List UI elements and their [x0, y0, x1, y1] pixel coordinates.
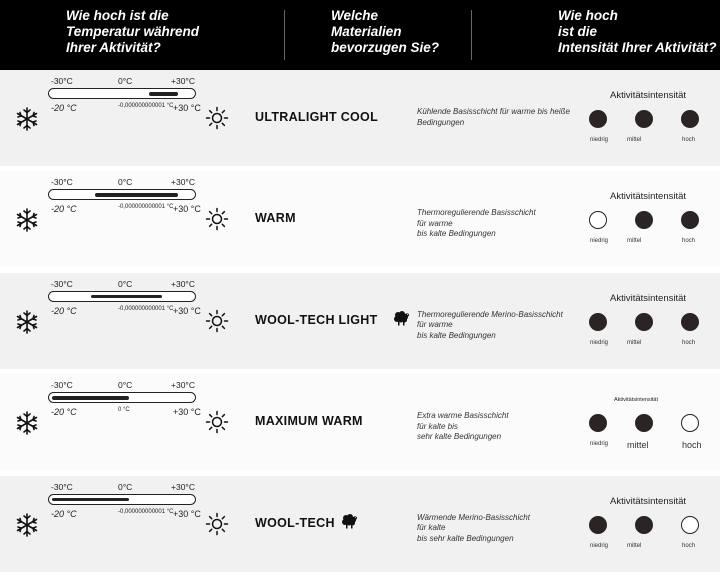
temperature-range-fill	[52, 498, 129, 502]
range-lower-label: -20 °C	[51, 407, 77, 418]
temperature-range-fill	[52, 396, 129, 400]
activity-intensity-title: Aktivitätsintensität	[610, 495, 687, 507]
activity-level-dot	[635, 110, 653, 128]
product-description: Thermoregulierende Basisschicht für warme bis kalte Bedingungen	[417, 208, 536, 239]
range-mid-label: 0 °C	[118, 407, 130, 414]
activity-level-dot	[635, 414, 653, 432]
activity-level-dot	[681, 110, 699, 128]
activity-level-dot	[681, 516, 699, 534]
temp-min-label: -30°C	[51, 380, 73, 391]
activity-level-dot	[589, 110, 607, 128]
activity-level-dot	[635, 516, 653, 534]
range-lower-label: -20 °C	[51, 305, 77, 316]
temperature-range-bar	[48, 392, 196, 403]
temp-min-label: -30°C	[51, 177, 73, 188]
activity-level-label: mittel	[627, 542, 642, 549]
activity-level-label: mittel	[627, 339, 642, 346]
snowflake-icon	[14, 410, 40, 436]
range-upper-label: +30 °C	[173, 204, 201, 215]
sun-icon	[205, 207, 229, 231]
product-row	[0, 273, 720, 369]
sun-icon	[205, 106, 229, 130]
temp-max-label: +30°C	[171, 481, 195, 492]
table-header	[0, 0, 720, 70]
activity-intensity-title: Aktivitätsintensität	[610, 90, 687, 101]
range-upper-label: +30 °C	[173, 305, 201, 316]
activity-level-dot	[635, 211, 653, 229]
header-divider	[471, 10, 472, 60]
snowflake-icon	[14, 309, 40, 335]
temp-max-label: +30°C	[171, 278, 195, 289]
range-mid-label: -0,000000000001 °C	[118, 508, 174, 515]
temperature-range-bar	[48, 88, 196, 99]
activity-level-dot	[635, 313, 653, 331]
product-row	[0, 70, 720, 166]
temp-min-label: -30°C	[51, 278, 73, 289]
temp-zero-label: 0°C	[118, 76, 133, 86]
activity-level-label: mittel	[627, 238, 642, 245]
sun-icon	[205, 309, 229, 333]
temp-zero-label: 0°C	[118, 177, 133, 188]
temperature-range-bar	[48, 494, 196, 505]
activity-level-label: mittel	[627, 440, 649, 451]
product-name: ULTRALIGHT COOL	[255, 110, 378, 124]
activity-level-label: hoch	[682, 137, 696, 143]
product-description: Extra warme Basisschicht für kalte bis sehr kalte Bedingungen	[417, 411, 509, 442]
product-row	[0, 171, 720, 267]
temperature-range-bar	[48, 291, 196, 302]
product-row	[0, 476, 720, 572]
header-temperature-question: Wie hoch ist die Temperatur während Ihrer Aktivität?	[66, 8, 200, 55]
range-mid-label: -0,000000000001 °C	[118, 305, 174, 312]
temp-zero-label: 0°C	[118, 380, 133, 391]
activity-level-dot	[589, 414, 607, 432]
activity-level-label: niedrig	[590, 542, 609, 549]
activity-intensity-title: Aktivitätsintensität	[614, 397, 659, 404]
temp-max-label: +30°C	[171, 76, 195, 86]
temp-zero-label: 0°C	[118, 481, 133, 492]
activity-level-dot	[681, 211, 699, 229]
product-description: Thermoregulierende Merino-Basisschicht für warme bis kalte Bedingungen	[417, 309, 563, 340]
product-description: Kühlende Basisschicht für warme bis heiße Bedingungen	[417, 107, 570, 127]
product-name: WARM	[255, 211, 296, 226]
merino-sheep-icon	[340, 512, 358, 530]
activity-level-label: mittel	[627, 137, 642, 143]
range-lower-label: -20 °C	[51, 204, 77, 215]
range-upper-label: +30 °C	[173, 103, 201, 113]
temp-max-label: +30°C	[171, 380, 195, 391]
temperature-range-fill	[149, 92, 178, 96]
temp-min-label: -30°C	[51, 481, 73, 492]
temperature-range-fill	[95, 193, 178, 197]
header-divider	[284, 10, 285, 60]
product-row	[0, 374, 720, 470]
header-intensity-question: Wie hoch ist die Intensität Ihrer Aktivität?	[558, 8, 717, 55]
sun-icon	[205, 410, 229, 434]
activity-level-label: niedrig	[590, 137, 609, 143]
product-name: MAXIMUM WARM	[255, 414, 363, 429]
temperature-range-fill	[91, 295, 162, 299]
snowflake-icon	[14, 207, 40, 233]
activity-level-label: niedrig	[590, 238, 609, 245]
range-mid-label: -0,000000000001 °C	[118, 103, 174, 109]
activity-level-dot	[589, 516, 607, 534]
activity-level-label: hoch	[682, 440, 702, 451]
merino-sheep-icon	[392, 309, 410, 327]
snowflake-icon	[14, 106, 40, 132]
activity-level-dot	[681, 313, 699, 331]
activity-level-label: hoch	[682, 542, 696, 549]
product-name: WOOL-TECH LIGHT	[255, 312, 378, 327]
temp-max-label: +30°C	[171, 177, 195, 188]
product-description: Wärmende Merino-Basisschicht für kalte bis sehr kalte Bedingungen	[417, 512, 530, 543]
product-name: WOOL-TECH	[255, 515, 335, 530]
activity-level-dot	[589, 313, 607, 331]
activity-level-label: hoch	[682, 238, 696, 245]
temp-min-label: -30°C	[51, 76, 73, 86]
activity-level-label: niedrig	[590, 339, 609, 346]
sun-icon	[205, 512, 229, 536]
activity-level-dot	[589, 211, 607, 229]
activity-level-label: hoch	[682, 339, 696, 346]
activity-level-dot	[681, 414, 699, 432]
range-upper-label: +30 °C	[173, 508, 201, 519]
activity-intensity-title: Aktivitätsintensität	[610, 191, 687, 203]
activity-intensity-title: Aktivitätsintensität	[610, 292, 687, 304]
range-lower-label: -20 °C	[51, 103, 77, 113]
header-material-question: Welche Materialien bevorzugen Sie?	[331, 8, 440, 55]
range-lower-label: -20 °C	[51, 508, 77, 519]
snowflake-icon	[14, 512, 40, 538]
activity-level-label: niedrig	[590, 441, 609, 448]
temp-zero-label: 0°C	[118, 278, 133, 289]
range-upper-label: +30 °C	[173, 407, 201, 418]
temperature-range-bar	[48, 189, 196, 200]
range-mid-label: -0,000000000001 °C	[118, 204, 174, 211]
